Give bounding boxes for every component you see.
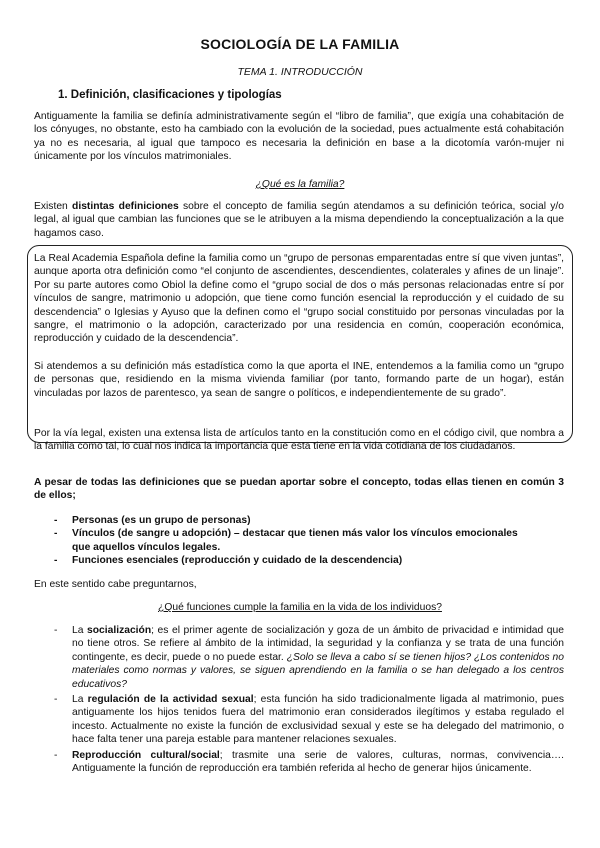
document-title: SOCIOLOGÍA DE LA FAMILIA <box>200 36 400 52</box>
list-item-text: Vínculos (de sangre u adopción) – destacar que tienen más valor los vínculos emocionales que aquellos vínculos legales. <box>72 528 518 553</box>
dash-bullet: - <box>54 625 58 636</box>
definitions-post: sobre el concepto de familia según atendamos a su definición teórica, social y/o legal, al igual que cambian las funciones que se le atribuyen a la misma dependiendo la conceptualización a la que hagamos caso. <box>34 201 564 239</box>
function-text: ; es el primer agente de socialización y goza de un ámbito de privacidad e intimidad que no tiene otros. Se refiere al ámbito de la intimidad, la seguridad y la confianza y se trata de una función contingente, es decir, puede o no puede estar. <box>72 625 564 663</box>
function-text: ; trasmite una serie de valores, culturas, normas, convivencia…. Antiguamente la función de reproducción era también referida al hecho de generar hijos únicamente. <box>72 749 564 775</box>
list-item-text: Funciones esenciales (reproducción y cuidado de la descendencia) <box>72 555 403 567</box>
function-bold: regulación de la actividad sexual <box>87 694 254 706</box>
document-subtitle: TEMA 1. INTRODUCCIÓN <box>237 66 363 78</box>
function-bold: socialización <box>87 625 152 636</box>
definitions-bold: distintas definiciones <box>72 201 179 212</box>
question-functions: ¿Qué funciones cumple la familia en la vida de los individuos? <box>158 602 442 613</box>
list-item <box>34 693 564 747</box>
definitions-pre: Existen <box>34 201 73 212</box>
question-what-is-family: ¿Qué es la familia? <box>255 179 345 190</box>
intro-paragraph: Antiguamente la familia se definía administrativamente según el “libro de familia”, que exigía una cohabitación de los cónyuges, no obstante, esto ha cambiado con la evolución de la sociedad, pues actualmente está cohabitación ya no es necesaria, al igual que tampoco es necesaria la definición en base a la dicotomía varón-mujer ni únicamente por los vínculos matrimoniales. <box>34 111 564 163</box>
list-item <box>34 514 564 527</box>
function-bold: Reproducción cultural/social <box>72 749 220 761</box>
legal-definition-paragraph: Por la vía legal, existen una extensa lista de artículos tanto en la constitución como en el código civil, que nombra a la familia como tal, lo cual nos indica la importancia que esta tiene en la vida cotidiana de los ciudadanos. <box>34 428 564 453</box>
common-elements-heading: A pesar de todas las definiciones que se puedan aportar sobre el concepto, todas ellas tienen en común 3 de ellos; <box>34 477 564 502</box>
function-pre: La <box>72 625 88 636</box>
rae-definition-paragraph: La Real Academia Española define la familia como un “grupo de personas emparentadas entre sí que viven juntas”, aunque aporta otra definición como “el conjunto de ascendientes, descendientes, colaterales y afines de un linaje”. Por su parte autores como Obiol la define como el “grupo social de dos o más personas relacionadas entre sí por vínculos de sangre, matrimonio u adopción, que tiene como función esencial la reproducción y el cuidado de su descendencia” o Iglesias y Ayuso que la definen como el “grupo social constituido por personas vinculadas por la sangre, el matrimonio o la adopción, caracterizado por una residencia en común, cooperación económica, reproducción y cuidado de la descendencia”. <box>34 253 564 345</box>
definitions-paragraph <box>34 200 564 240</box>
dash-bullet: - <box>54 694 58 706</box>
ine-definition-paragraph: Si atendemos a su definición más estadística como la que aporta el INE, entendemos a la familia como un “grupo de personas que, residiendo en la misma vivienda familiar (por tanto, formando parte de un hogar), están vinculadas por lazos de parentesco, ya sean de sangre o políticos, e independientemente de su grado”. <box>34 361 564 399</box>
list-item <box>34 554 564 567</box>
function-italic: ¿Solo se lleva a cabo sí se tienen hijos? ¿Los contenidos no materiales como normas y valores, se siguen aprendiendo en la familia o se han delegado a los centros educativos? <box>72 651 565 690</box>
list-item <box>34 749 564 776</box>
list-item-text: Personas (es un grupo de personas) <box>72 515 251 526</box>
functions-list <box>34 624 564 775</box>
list-item <box>34 624 564 691</box>
transition-text: En este sentido cabe preguntarnos, <box>34 579 197 590</box>
function-pre: La <box>72 694 88 706</box>
list-item <box>34 527 532 554</box>
function-text: ; esta función ha sido tradicionalmente ligada al matrimonio, pues antiguamente los hijos tenidos fuera del matrimonio eran considerados ilegítimos y estaba regulado el incesto. Actualmente no existe la función de exclusividad sexual y este se ha delegado del matrimonio, o hace falta tener una pareja estable para mantener relaciones sexuales. <box>72 694 564 746</box>
common-elements-list <box>34 514 564 568</box>
dash-bullet: - <box>54 515 58 526</box>
dash-bullet: - <box>54 749 58 761</box>
section-heading: 1. Definición, clasificaciones y tipologías <box>58 89 282 101</box>
dash-bullet: - <box>54 555 58 567</box>
dash-bullet: - <box>54 528 58 540</box>
